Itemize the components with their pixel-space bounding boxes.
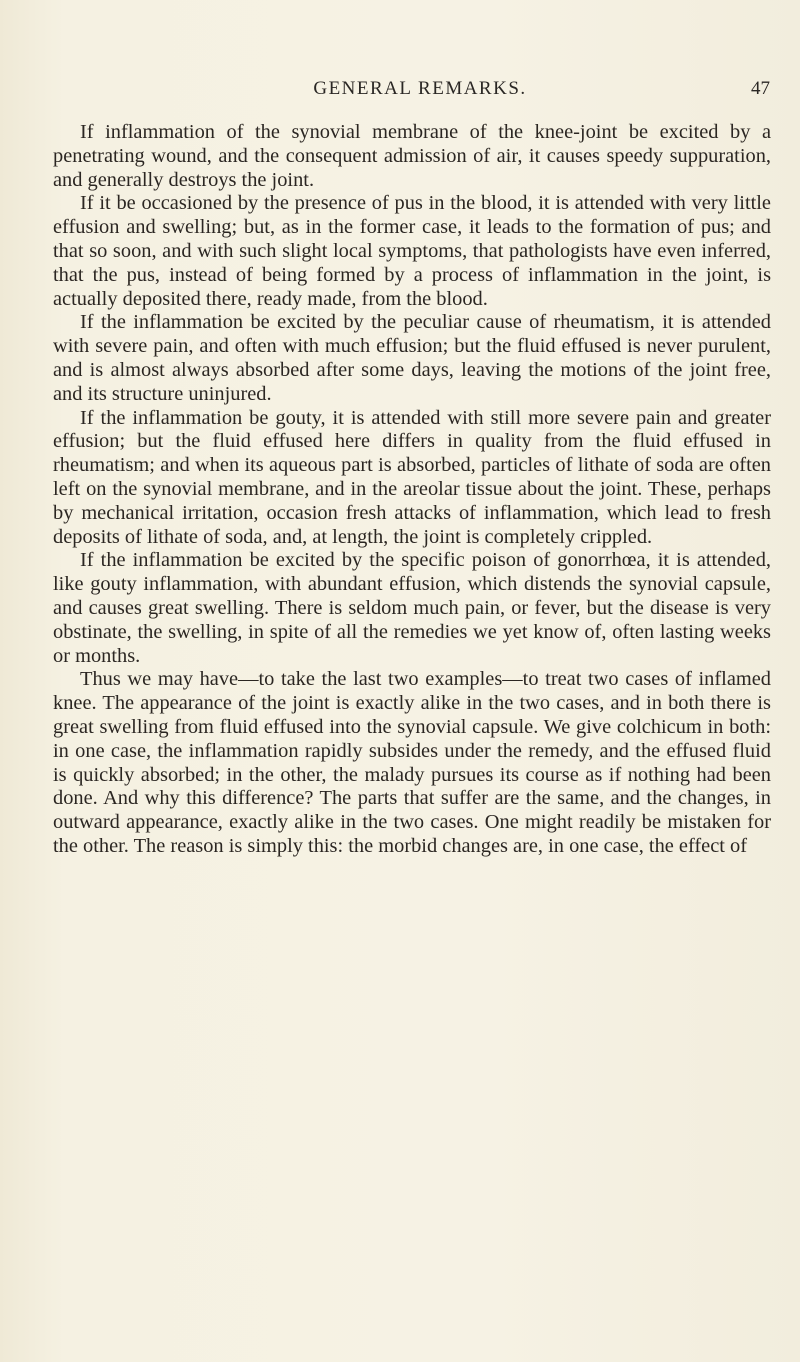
paragraph-penetrating-wound: If inflammation of the synovial membrane of the knee-joint be excited by a penetrating wound, and the consequent admission of air, it causes speedy suppuration, and generally destroys the joint.	[53, 121, 771, 191]
running-head	[70, 78, 770, 108]
paragraph-pus-in-blood: If it be occasioned by the presence of pus in the blood, it is attended with very little effusion and swelling; but, as in the former case, it leads to the formation of pus; and that so soon, and with such slight local symptoms, that pathologists have even inferred, that the pus, instead of being formed by a process of inflammation in the joint, is actually deposited there, ready made, from the blood.	[53, 192, 771, 310]
body-text	[53, 121, 771, 859]
paragraph-inflamed-knee-comparison: Thus we may have—to take the last two examples—to treat two cases of inflamed knee. The appearance of the joint is exactly alike in the two cases, and in both there is great swelling from fluid effused into the synovial capsule. We give colchicum in both: in one case, the inflammation rapidly subsides under the remedy, and the effused fluid is quickly absorbed; in the other, the malady pursues its course as if nothing had been done. And why this difference? The parts that suffer are the same, and the changes, in outward appearance, exactly alike in the two cases. One might readily be mistaken for the other. The reason is simply this: the morbid changes are, in one case, the effect of	[53, 668, 771, 857]
paragraph-rheumatism: If the inflammation be excited by the peculiar cause of rheumatism, it is attended with severe pain, and often with much effusion; but the fluid effused is never purulent, and is almost always absorbed after some days, leaving the motions of the joint free, and its structure uninjured.	[53, 311, 771, 405]
running-title: GENERAL REMARKS.	[313, 78, 527, 99]
paragraph-gonorrhoea: If the inflammation be excited by the specific poison of gonorrhœa, it is attended, like gouty inflammation, with abundant effusion, which distends the synovial capsule, and causes great swelling. There is seldom much pain, or fever, but the disease is very obstinate, the swelling, in spite of all the remedies we yet know of, often lasting weeks or months.	[53, 549, 771, 667]
page-number: 47	[751, 78, 770, 99]
paragraph-gout: If the inflammation be gouty, it is attended with still more severe pain and greater effusion; but the fluid effused here differs in quality from the fluid effused in rheumatism; and when its aqueous part is absorbed, particles of lithate of soda are often left on the synovial membrane, and in the areolar tissue about the joint. These, perhaps by mechanical irritation, occasion fresh attacks of inflammation, which lead to fresh deposits of lithate of soda, and, at length, the joint is completely crippled.	[53, 406, 771, 548]
